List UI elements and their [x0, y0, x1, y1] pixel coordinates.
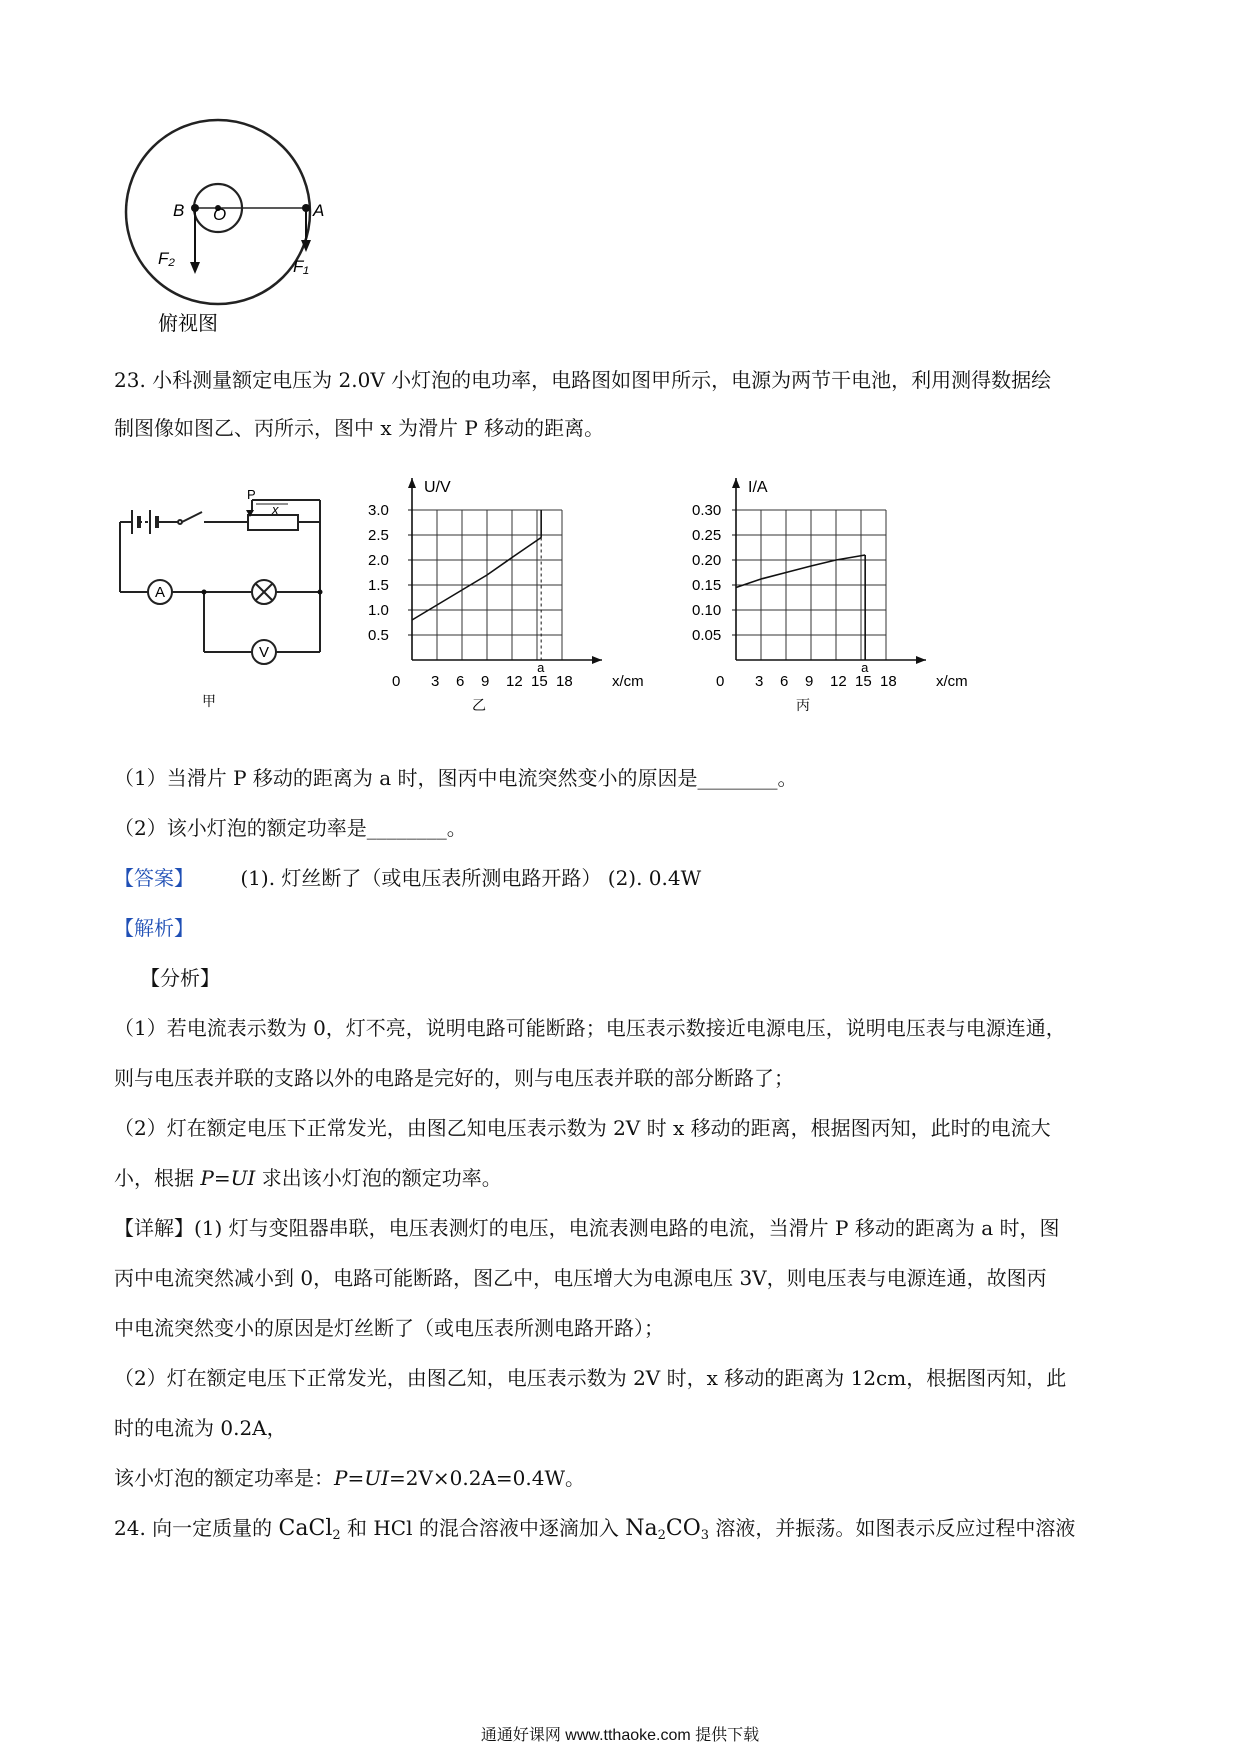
detail-6: 该小灯泡的额定功率是：P=UI=2V×0.2A=0.4W。 — [114, 1466, 586, 1490]
answer-text: (1). 灯丝断了（或电压表所测电路开路） (2). 0.4W — [240, 866, 702, 890]
x-axis-label: x/cm — [936, 673, 968, 690]
label-b: B — [173, 201, 185, 220]
circuit-caption: 甲 — [202, 694, 216, 710]
analysis-p3: （2）灯在额定电压下正常发光，由图乙知电压表示数为 2V 时 x 移动的距离，根据图丙知，此时的电流大 — [114, 1116, 1051, 1140]
y-tick-label: 0.25 — [692, 527, 722, 544]
ammeter-label: A — [155, 584, 166, 601]
x-tick-label: 3 — [431, 673, 440, 690]
y-tick-label: 0.30 — [692, 502, 722, 519]
y-tick-label: 0.15 — [692, 577, 722, 594]
x-tick-label: 9 — [481, 673, 490, 690]
x-tick-label: 0 — [716, 673, 725, 690]
top-figure-caption: 俯视图 — [158, 311, 218, 335]
analysis-p2: 则与电压表并联的支路以外的电路是完好的，则与电压表并联的部分断路了； — [114, 1066, 794, 1090]
y-axis-label: U/V — [424, 479, 451, 496]
detail-2: 丙中电流突然减小到 0，电路可能断路，图乙中，电压增大为电源电压 3V，则电压表与电源连通，故图丙 — [114, 1266, 1047, 1290]
a-marker-label: a — [861, 660, 869, 675]
analysis-subtitle: 【分析】 — [140, 966, 220, 990]
label-f2: F₂ — [158, 249, 175, 268]
y-tick-label: 2.0 — [368, 552, 389, 569]
page-footer: 通通好课网 www.tthaoke.com 提供下载 — [480, 1727, 760, 1744]
y-axis-arrow — [408, 478, 416, 488]
y-tick-label: 0.05 — [692, 627, 722, 644]
x-tick-label: 18 — [880, 673, 897, 690]
y-tick-label: 0.5 — [368, 627, 389, 644]
x-tick-label: 15 — [855, 673, 872, 690]
chart-voltage — [366, 470, 656, 736]
y-tick-label: 0.10 — [692, 602, 722, 619]
q23-line1: 23. 小科测量额定电压为 2.0V 小灯泡的电功率，电路图如图甲所示，电源为两节干电池，利用测得数据绘 — [114, 368, 1052, 392]
voltmeter-label: V — [259, 644, 270, 661]
chart-current — [690, 470, 980, 736]
q23-question-2: （2）该小灯泡的额定功率是________。 — [114, 816, 467, 840]
y-tick-label: 3.0 — [368, 502, 389, 519]
analysis-tag: 【解析】 — [114, 916, 194, 940]
circuit-p-label: P — [247, 487, 256, 502]
y-axis-label: I/A — [748, 479, 768, 496]
chart-caption: 丙 — [796, 697, 810, 713]
q23-line2: 制图像如图乙、丙所示，图中 x 为滑片 P 移动的距离。 — [114, 416, 605, 440]
q24-line: 24. 向一定质量的 CaCl$_2$ 和 HCl 的混合溶液中逐滴加入 $Na_2CO_3$ 溶液，并振荡。如图表示反应过程中溶液 — [114, 1516, 1076, 1543]
y-tick-label: 1.0 — [368, 602, 389, 619]
circuit-diagram — [112, 482, 332, 712]
x-tick-label: 12 — [830, 673, 847, 690]
answer-tag: 【答案】 — [114, 866, 194, 890]
y-tick-label: 1.5 — [368, 577, 389, 594]
label-a: A — [313, 201, 325, 220]
x-tick-label: 6 — [456, 673, 465, 690]
x-tick-label: 9 — [805, 673, 814, 690]
x-tick-label: 3 — [755, 673, 764, 690]
x-axis-arrow — [592, 656, 602, 664]
detail-3: 中电流突然变小的原因是灯丝断了（或电压表所测电路开路）； — [114, 1316, 664, 1340]
x-tick-label: 15 — [531, 673, 548, 690]
q23-question-1: （1）当滑片 P 移动的距离为 a 时，图丙中电流突然变小的原因是________。 — [114, 766, 798, 790]
detail-4: （2）灯在额定电压下正常发光，由图乙知，电压表示数为 2V 时，x 移动的距离为 12cm，根据图丙知，此 — [114, 1366, 1067, 1390]
detail-5: 时的电流为 0.2A， — [114, 1416, 287, 1440]
x-axis-arrow — [916, 656, 926, 664]
x-tick-label: 6 — [780, 673, 789, 690]
x-axis-label: x/cm — [612, 673, 644, 690]
x-tick-label: 18 — [556, 673, 573, 690]
y-tick-label: 0.20 — [692, 552, 722, 569]
analysis-p1: （1）若电流表示数为 0，灯不亮，说明电路可能断路；电压表示数接近电源电压，说明电压表与电源连通， — [114, 1016, 1066, 1040]
analysis-p4: 小，根据 P=UI 求出该小灯泡的额定功率。 — [114, 1166, 502, 1190]
label-f1: F₁ — [293, 257, 309, 276]
answer-line — [114, 864, 701, 892]
chart-caption: 乙 — [472, 697, 486, 713]
detail-1: 【详解】(1) 灯与变阻器串联，电压表测灯的电压，电流表测电路的电流，当滑片 P 移动的距离为 a 时，图 — [114, 1216, 1060, 1240]
x-tick-label: 12 — [506, 673, 523, 690]
y-tick-label: 2.5 — [368, 527, 389, 544]
y-axis-arrow — [732, 478, 740, 488]
top-view-figure — [110, 108, 340, 340]
circuit-x-label: x — [272, 502, 279, 517]
label-o: O — [213, 205, 227, 224]
a-marker-label: a — [537, 660, 545, 675]
x-tick-label: 0 — [392, 673, 401, 690]
series-line-0 — [412, 538, 541, 621]
